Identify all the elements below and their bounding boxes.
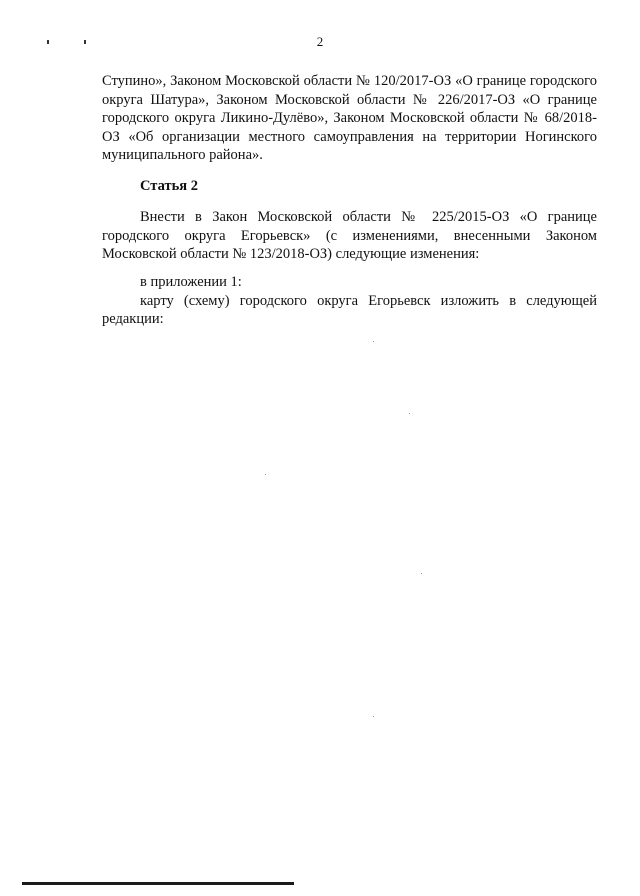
scan-speck	[421, 573, 422, 574]
scan-speck	[265, 474, 266, 475]
scan-speck	[373, 341, 374, 342]
page-number: 2	[316, 34, 324, 49]
paragraph-text: Ступино», Законом Московской области № 120/2017-ОЗ «О границе городского округа Шатура», Законом Московской области № 226/2017-ОЗ «О границе городского округа Ликино-Дулёво», Законом Московской области № 68/2018-ОЗ «Об организации местного самоуправления на территории Ногинского муниципального района».	[102, 73, 597, 163]
article-intro-text: Внести в Закон Московской области № 225/2015-ОЗ «О границе городского округа Егорьевск» (с изменениями, внесенными Законом Московской области № 123/2018-ОЗ) следующие изменения:	[102, 209, 597, 262]
appendix-line: в приложении 1:	[140, 274, 242, 290]
amendment-block	[102, 273, 597, 329]
article-intro	[102, 208, 597, 264]
article-heading: Статья 2	[140, 178, 198, 194]
scan-speck	[373, 716, 374, 717]
map-instruction: карту (схему) городского округа Егорьевск изложить в следующей редакции:	[102, 292, 597, 327]
paragraph-continuation	[102, 72, 597, 165]
scan-speck	[409, 413, 410, 414]
bottom-rule	[22, 882, 294, 885]
